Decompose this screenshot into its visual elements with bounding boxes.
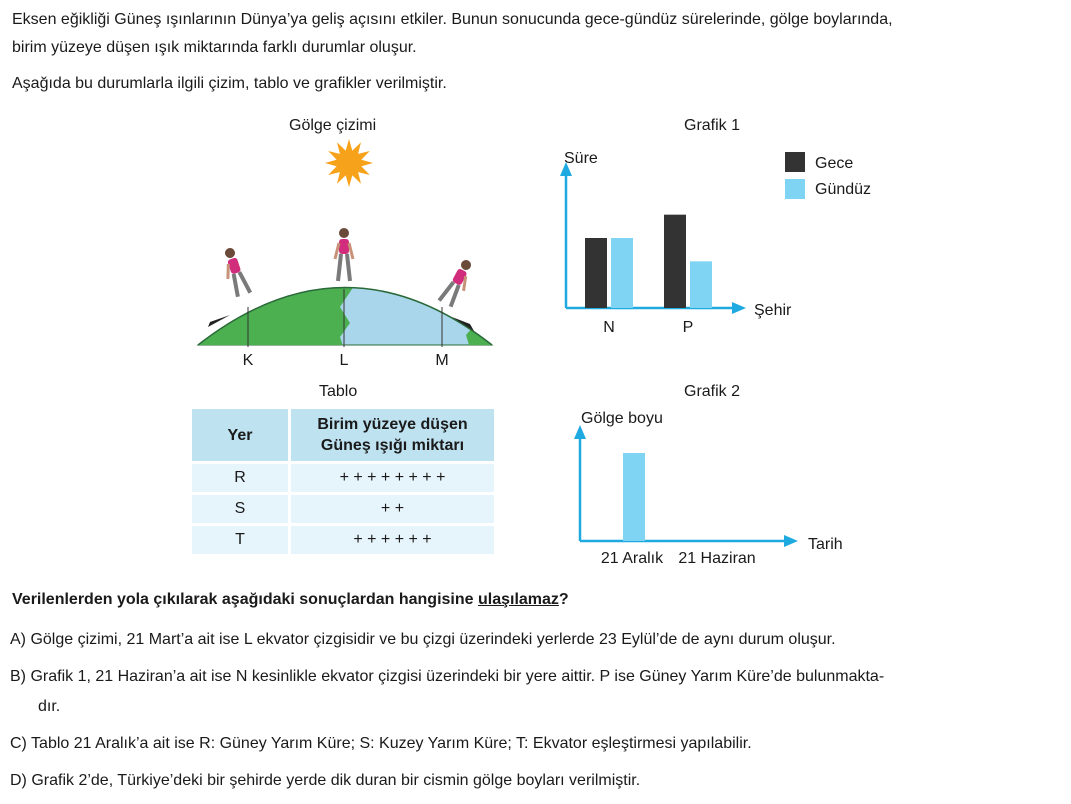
option-b-continued: dır.: [38, 698, 61, 715]
intro-line-2: birim yüzeye düşen ışık miktarında farklı durumlar oluşur.: [12, 39, 417, 56]
chart-2-x-label: Tarih: [808, 536, 843, 553]
table-row: [192, 464, 494, 492]
sunlight-table: [192, 406, 494, 557]
chart-2-x-arrow-icon: [784, 535, 798, 547]
table-cell-amount: + + + + + + + +: [291, 464, 494, 492]
label-l: L: [339, 352, 349, 369]
shadow-drawing-title: Gölge çizimi: [289, 117, 377, 134]
table-title: Tablo: [319, 383, 358, 400]
bar-n-gunduz: [611, 238, 633, 308]
table-header-amount: [291, 409, 494, 461]
person-k-icon: [219, 246, 250, 298]
x-tick-label: P: [682, 319, 694, 336]
question-underlined: ulaşılamaz: [477, 591, 559, 608]
table-cell-place: S: [192, 495, 291, 523]
table-header-place: Yer: [192, 409, 291, 461]
option-c[interactable]: C) Tablo 21 Aralık’a ait ise R: Güney Yarım Küre; S: Kuzey Yarım Küre; T: Ekvator eşleştirmesi yapılabilir.: [10, 735, 752, 752]
bar-p-gunduz: [690, 261, 712, 308]
legend-swatch-gece: [785, 152, 805, 172]
bar-n-gece: [585, 238, 607, 308]
bar-21-aralık-value: [623, 453, 645, 541]
label-k: K: [242, 352, 254, 369]
chart-1-x-label: Şehir: [754, 302, 792, 319]
chart-1-title: Grafik 1: [684, 117, 741, 134]
option-d[interactable]: D) Grafik 2’de, Türkiye’deki bir şehirde yerde dik duran bir cismin gölge boyları verilmiştir.: [10, 772, 641, 789]
question-part-1: Verilenlerden yola çıkılarak aşağıdaki sonuçlardan hangisine: [12, 591, 478, 608]
intro-line-3: Aşağıda bu durumlarla ilgili çizim, tablo ve grafikler verilmiştir.: [12, 75, 447, 92]
table-header-amount-line-2: Güneş ışığı miktarı: [320, 437, 465, 454]
table-cell-place: T: [192, 526, 291, 554]
x-tick-label: 21 Aralık: [600, 550, 664, 567]
option-a[interactable]: A) Gölge çizimi, 21 Mart’a ait ise L ekvator çizgisidir ve bu çizgi üzerindeki yerlerde 23 Eylül’de de aynı durum oluşur.: [10, 631, 836, 648]
chart-2-y-label: Gölge boyu: [581, 410, 663, 427]
x-tick-label: 21 Haziran: [678, 550, 756, 567]
chart-2: [560, 402, 860, 572]
table-cell-amount: + + + + + +: [291, 526, 494, 554]
person-l-icon: [335, 228, 353, 281]
chart-2-y-arrow-icon: [574, 425, 586, 439]
table-row: [192, 495, 494, 523]
chart-1-x-arrow-icon: [732, 302, 746, 314]
person-m-icon: [439, 257, 477, 308]
chart-1: [540, 138, 940, 343]
option-b[interactable]: B) Grafik 1, 21 Haziran’a ait ise N kesinlikle ekvator çizgisi üzerindeki bir yere aittir. P ise Güney Yarım Küre’de bulunmakta-: [10, 668, 885, 685]
earth-illustration: [190, 225, 500, 380]
chart-2-title: Grafik 2: [684, 383, 741, 400]
table-header-row: [192, 409, 494, 461]
legend-label-gece: Gece: [815, 155, 854, 172]
legend-swatch-gunduz: [785, 179, 805, 199]
legend-label-gunduz: Gündüz: [815, 181, 872, 198]
table-header-amount-line-1: Birim yüzeye düşen: [317, 416, 468, 433]
table-cell-place: R: [192, 464, 291, 492]
x-tick-label: N: [603, 319, 615, 336]
question-text: [12, 590, 569, 610]
label-m: M: [435, 352, 449, 369]
table-row: [192, 526, 494, 554]
intro-line-1: Eksen eğikliği Güneş ışınlarının Dünya’ya geliş açısını etkiler. Bunun sonucunda gece-gündüz sürelerinde, gölge boylarında,: [12, 11, 893, 28]
bar-p-gece: [664, 215, 686, 308]
sun-icon: [325, 139, 373, 187]
table-cell-amount: + +: [291, 495, 494, 523]
question-part-2: ?: [558, 591, 569, 608]
chart-1-y-label: Süre: [564, 150, 598, 167]
